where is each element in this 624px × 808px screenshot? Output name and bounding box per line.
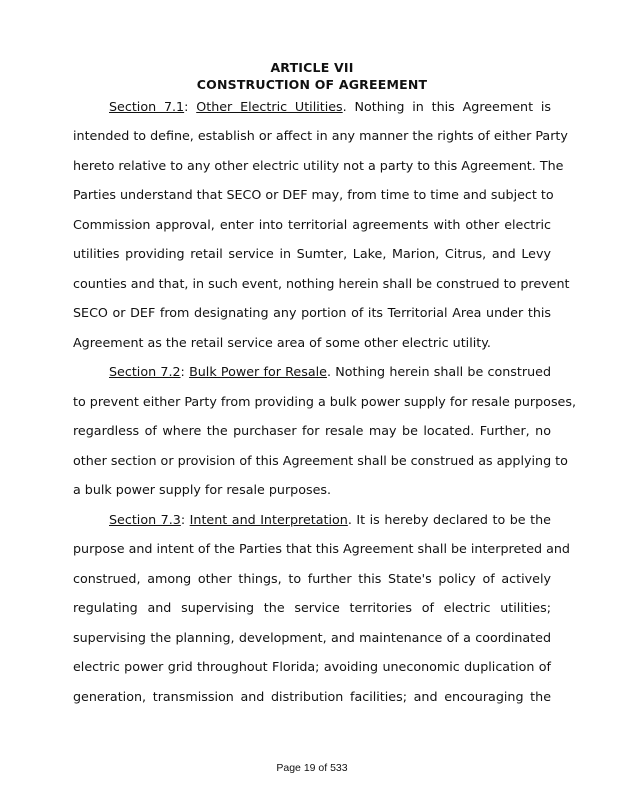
- page-number: Page 19 of 533: [276, 762, 348, 774]
- paragraph-line: supervising the planning, development, and maintenance of a coordinated: [73, 630, 551, 645]
- section-7-1-label: Section 7.1: [109, 99, 185, 114]
- paragraph-line: Agreement as the retail service area of some other electric utility.: [73, 335, 491, 350]
- section-7-3-title: Intent and Interpretation: [189, 512, 348, 527]
- paragraph-line: a bulk power supply for resale purposes.: [73, 482, 332, 497]
- paragraph-line: Commission approval, enter into territorial agreements with other electric: [73, 217, 551, 232]
- paragraph-line: counties and that, in such event, nothing herein shall be construed to prevent: [73, 276, 570, 291]
- paragraph-line: SECO or DEF from designating any portion of its Territorial Area under this: [73, 305, 551, 320]
- section-7-2-label: Section 7.2: [109, 364, 181, 379]
- paragraph-line: regulating and supervising the service territories of electric utilities;: [73, 600, 551, 615]
- paragraph-line: purpose and intent of the Parties that this Agreement shall be interpreted and: [73, 541, 570, 556]
- section-7-3-label: Section 7.3: [109, 512, 181, 527]
- paragraph-line: utilities providing retail service in Sumter, Lake, Marion, Citrus, and Levy: [73, 246, 551, 261]
- paragraph-line: Parties understand that SECO or DEF may, from time to time and subject to: [73, 187, 554, 202]
- paragraph-line: generation, transmission and distribution facilities; and encouraging the: [73, 689, 551, 704]
- article-title: ARTICLE VII: [270, 60, 354, 75]
- paragraph-line: other section or provision of this Agreement shall be construed as applying to: [73, 453, 568, 468]
- paragraph-line: regardless of where the purchaser for resale may be located. Further, no: [73, 423, 551, 438]
- section-7-2-first-line: Section 7.2: Bulk Power for Resale. Nothing herein shall be construed: [109, 364, 551, 379]
- paragraph-line: construed, among other things, to further this State's policy of actively: [73, 571, 551, 586]
- section-7-2-title: Bulk Power for Resale: [189, 364, 327, 379]
- section-7-3-first-line: Section 7.3: Intent and Interpretation. It is hereby declared to be the: [109, 512, 551, 527]
- paragraph-line: electric power grid throughout Florida; avoiding uneconomic duplication of: [73, 659, 551, 674]
- paragraph-line: to prevent either Party from providing a bulk power supply for resale purposes,: [73, 394, 577, 409]
- article-subtitle: CONSTRUCTION OF AGREEMENT: [196, 77, 428, 92]
- section-7-1-first-line: Section 7.1: Other Electric Utilities. Nothing in this Agreement is: [109, 99, 551, 114]
- paragraph-line: hereto relative to any other electric utility not a party to this Agreement. The: [73, 158, 564, 173]
- section-7-1-title: Other Electric Utilities: [196, 99, 343, 114]
- paragraph-line: intended to define, establish or affect in any manner the rights of either Party: [73, 128, 568, 143]
